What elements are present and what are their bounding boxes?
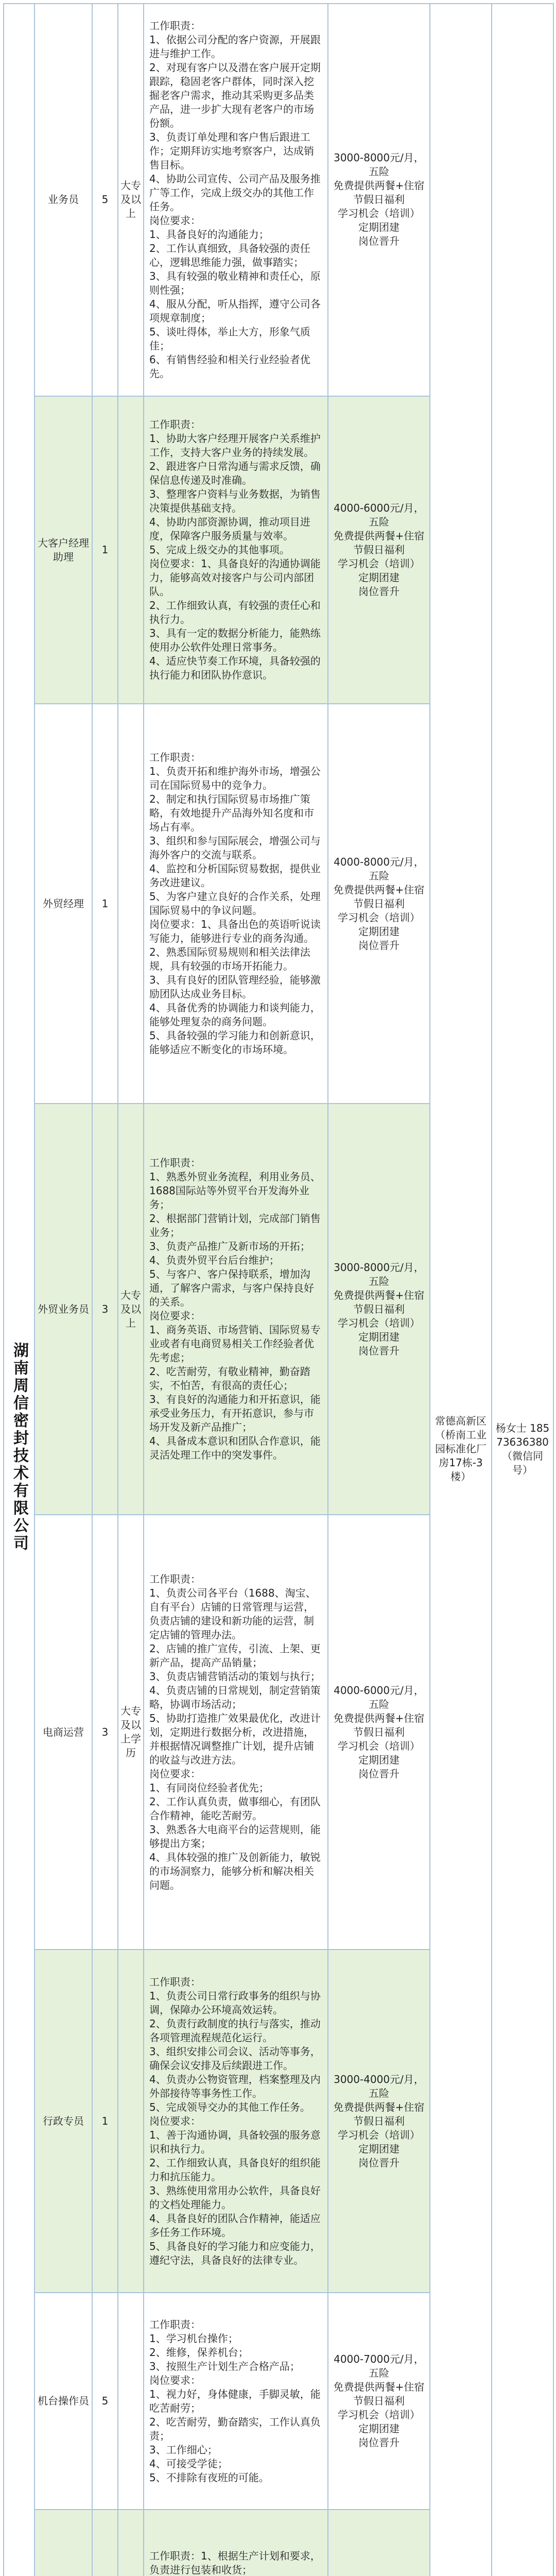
job-salary [328,396,430,704]
job-description-line: 1、有同岗位经验者优先； [149,1781,269,1794]
job-description [144,1104,328,1515]
job-education [118,396,144,704]
job-description-line: 2、工作细致认真，有较强的责任心和执行力。 [149,599,321,626]
job-description-line: 5、为客户建立良好的合作关系，处理国际贸易中的争议问题。 [149,890,321,917]
job-description-line: 岗位要求： [149,1767,201,1780]
job-description-line: 工作职责： [149,418,201,431]
job-description-line: 3、组织安排公司会议、活动等事务，确保会议安排及后续跟进工作。 [149,2045,321,2072]
job-description-line: 3、具有较强的敬业精神和责任心，原则性强； [149,269,321,296]
job-description-line: 3、组织和参与国际展会，增强公司与海外客户的交流与联系。 [149,835,321,861]
job-description-line: 1、负责开拓和维护海外市场，增强公司在国际贸易中的竞争力。 [149,765,321,792]
job-description-line: 工作职责：1、根据生产计划和要求，负责进行包装和收货； [149,2549,321,2576]
job-salary-line: 岗位晋升 [358,1344,399,1357]
job-description-line: 1、熟悉外贸业务流程，利用业务员、1688国际站等外贸平台开发海外业务； [149,1171,321,1211]
job-description-line: 4、负责办公物资管理，档案整理及内外部接待等事务性工作。 [149,2073,321,2099]
job-salary-line: 4000-6000元/月，五险 [334,502,424,529]
job-description [144,1515,328,1950]
job-description-line: 2、吃苦耐劳，有敬业精神，勤奋踏实，不怕苦，有很高的责任心； [149,1365,310,1392]
company-cell [4,4,34,2576]
job-salary-line: 免费提供两餐+住宿 [333,883,425,896]
job-description-line: 2、负责行政制度的执行与落实，推动各项管理流程规范化运行。 [149,2017,321,2044]
job-description-line: 4、具备优秀的协调能力和谈判能力，能够处理复杂的商务问题。 [149,1002,321,1028]
job-title: 大客户经理助理 [34,396,92,704]
job-description-line: 2、根据部门营销计划，完成部门销售业务； [149,1212,321,1239]
job-description-line: 2、工作认真细致，具备较强的责任心，逻辑思维能力强，做事踏实； [149,242,310,268]
job-description-line: 4、具备成本意识和团队合作意识，能灵活处理工作中的突发事件。 [149,1435,321,1462]
job-description-line: 1、善于沟通协调，具备较强的服务意识和执行力。 [149,2128,321,2155]
job-education [118,2293,144,2510]
job-salary-line: 节假日福利 [353,1725,405,1738]
job-description-line: 4、服从分配，听从指挥，遵守公司各项规章制度； [149,297,321,324]
job-count [92,2510,118,2576]
job-description-line: 5、谈吐得体，举止大方，形象气质佳； [149,325,310,352]
job-salary-line: 岗位晋升 [358,1767,399,1780]
job-count: 3 [92,1104,118,1515]
job-salary-line: 3000-8000元/月，五险 [334,151,424,178]
job-description-line: 4、协助公司宣传、公司产品及服务推广等工作，完成上级交办的其他工作任务。 [149,172,321,213]
job-salary-line: 定期团建 [358,2422,399,2435]
job-description-line: 5、与客户、客户保持联系，增加沟通，了解客户需求，与客户保持良好的关系。 [149,1268,314,1309]
job-description-line: 工作职责： [149,1157,201,1170]
job-description-line: 3、具有一定的数据分析能力，能熟练使用办公软件处理日常事务。 [149,627,321,654]
job-description-line: 2、工作细致认真，具备良好的组织能力和抗压能力。 [149,2156,321,2183]
job-description-line: 岗位要求：1、具备出色的英语听说读写能力，能够进行专业的商务沟通。 [149,918,321,945]
job-salary-line: 4000-7000元/月，五险 [334,2353,424,2380]
job-description-line: 工作职责： [149,1975,201,1988]
job-description-line: 1、负责公司各平台（1688、淘宝、自有平台）店铺的日常管理与运营，负责店铺的建设和新功能的运营，制定店铺的管理办法。 [149,1586,316,1641]
job-education [118,1950,144,2293]
job-description-line: 3、负责产品推广及新市场的开拓； [149,1240,310,1253]
job-count: 1 [92,704,118,1104]
job-description-line: 5、完成领导交办的其他工作任务。 [149,2100,310,2113]
job-salary [328,1515,430,1950]
job-description-line: 1、负责公司日常行政事务的组织与协调，保障办公环境高效运转。 [149,1989,321,2016]
job-salary-line: 岗位晋升 [358,939,399,952]
job-description-line: 3、有良好的沟通能力和开拓意识，能承受业务压力，有开拓意识，参与市场开发及新产品推广； [149,1393,321,1434]
job-count: 1 [92,1950,118,2293]
company-address: 常德高新区（桥南工业园标准化厂房17栋-3楼） [430,4,492,2576]
job-salary-line: 学习机会（培训） [338,207,420,220]
job-description [144,1950,328,2293]
job-description-line: 4、负责外贸平台后台维护； [149,1254,280,1267]
job-description-line: 4、具体较强的推广及创新能力，敏锐的市场洞察力，能够分析和解决相关问题。 [149,1851,321,1891]
job-education: 大专及以上学历 [118,1515,144,1950]
job-salary-line: 节假日福利 [353,2395,405,2408]
job-salary-line: 节假日福利 [353,2114,405,2127]
job-description-line: 工作职责： [149,1572,201,1585]
job-salary-line: 免费提供两餐+住宿 [333,1289,425,1301]
job-salary-line: 学习机会（培训） [338,557,420,570]
job-title: 电商运营 [34,1515,92,1950]
job-description-line: 1、学习机台操作； [149,2332,238,2345]
job-table [3,3,554,2576]
job-salary-line: 定期团建 [358,925,399,938]
job-description-line: 1、商务英语、市场营销、国际贸易专业或者有电商贸易相关工作经验者优先考虑； [149,1324,321,1364]
job-description-line: 5、不排除有夜班的可能。 [149,2471,269,2484]
job-salary [328,4,430,396]
job-description [144,4,328,396]
job-description-line: 5、完成上级交办的其他事项。 [149,544,290,556]
job-description-line: 4、协助内部资源协调，推动项目进度，保障客户服务质量与效率。 [149,516,310,543]
job-salary-line: 岗位晋升 [358,2156,399,2169]
job-title: 外贸业务员 [34,1104,92,1515]
job-description [144,2293,328,2510]
job-description-line: 1、具备良好的沟通能力； [149,228,269,241]
job-description-line: 2、对现有客户以及潜在客户展开定期跟踪，稳固老客户群体，同时深入挖掘老客户需求，推动其采购更多品类产品，进一步扩大现有老客户的市场份额。 [149,61,321,129]
job-salary-line: 免费提供两餐+住宿 [333,1711,425,1724]
job-salary-line: 定期团建 [358,2142,399,2155]
job-salary-line: 4000-8000元/月，五险 [334,855,424,882]
job-education [118,2510,144,2576]
job-salary-line: 4000-6000元/月，五险 [334,1684,424,1710]
job-education [118,704,144,1104]
job-count: 5 [92,2293,118,2510]
job-salary-line: 免费提供两餐+住宿 [333,2100,425,2113]
job-description-line: 4、负责店铺的日常规划，制定营销策略，协调市场活动； [149,1684,321,1710]
job-education: 大专及以上 [118,4,144,396]
job-description-line: 2、维修，保养机台； [149,2346,249,2359]
job-salary-line: 岗位晋升 [358,2436,399,2449]
job-salary-line: 定期团建 [358,1753,399,1766]
job-salary-line: 岗位晋升 [358,235,399,248]
job-salary [328,2510,430,2576]
job-salary [328,1950,430,2293]
job-title: 外贸经理 [34,704,92,1104]
job-description-line: 1、视力好，身体健康，手脚灵敏，能吃苦耐劳； [149,2387,321,2414]
job-description-line: 4、监控和分析国际贸易数据，提供业务改进建议。 [149,862,321,889]
job-description-line: 6、有销售经验和相关行业经验者优先。 [149,353,310,380]
job-description-line: 2、工作认真负责，做事细心，有团队合作精神，能吃苦耐劳。 [149,1795,321,1822]
job-description-line: 岗位要求： [149,1310,201,1323]
job-description [144,396,328,704]
job-salary-line: 定期团建 [358,221,399,234]
job-salary [328,704,430,1104]
job-description-line: 1、依据公司分配的客户资源，开展跟进与维护工作。 [149,33,321,60]
job-count: 3 [92,1515,118,1950]
job-description-line: 2、跟进客户日常沟通与需求反馈，确保信息传递及时准确。 [149,460,321,487]
job-salary-line: 3000-4000元/月，五险 [334,2073,424,2099]
job-description-line: 5、具备较强的学习能力和创新意识，能够适应不断变化的市场环境。 [149,1029,321,1056]
job-description-line: 3、熟练使用常用办公软件，具备良好的文档处理能力。 [149,2184,321,2211]
job-description-line: 3、整理客户资料与业务数据，为销售决策提供基础支持。 [149,488,321,515]
job-salary-line: 节假日福利 [353,193,405,206]
job-salary-line: 学习机会（培训） [338,2128,420,2141]
job-salary-line: 学习机会（培训） [338,2409,420,2421]
job-salary-line: 定期团建 [358,571,399,584]
job-description-line: 工作职责： [149,2318,201,2331]
job-description-line: 工作职责： [149,751,201,764]
job-salary [328,2293,430,2510]
job-description-line: 岗位要求： [149,2374,201,2386]
job-title: 业务员 [34,4,92,396]
job-description-line: 3、负责订单处理和客户售后跟进工作；定期拜访实地考察客户，达成销售目标。 [149,130,314,171]
job-description-line: 3、负责店铺营销活动的策划与执行； [149,1670,321,1683]
job-salary-line: 节假日福利 [353,897,405,910]
job-description [144,704,328,1104]
job-description-line: 岗位要求： [149,214,201,227]
job-salary-line: 岗位晋升 [358,585,399,598]
job-description-line: 岗位要求： [149,2114,201,2127]
job-salary-line: 3000-8000元/月，五险 [334,1261,424,1287]
job-row-0 [4,4,553,396]
job-salary-line: 免费提供两餐+住宿 [333,530,425,543]
job-salary-line: 定期团建 [358,1330,399,1343]
job-salary-line: 学习机会（培训） [338,1316,420,1329]
job-salary-line: 学习机会（培训） [338,1739,420,1752]
job-title: 机台操作员 [34,2293,92,2510]
job-education: 大专及以上 [118,1104,144,1515]
job-count: 1 [92,396,118,704]
job-title: 行政专员 [34,1950,92,2293]
job-count: 5 [92,4,118,396]
company-name: 湖南周信密封技术有限公司 [10,1342,28,1552]
job-salary-line: 节假日福利 [353,544,405,556]
job-description-line: 2、吃苦耐劳，勤奋踏实，工作认真负责； [149,2415,321,2442]
job-description-line: 岗位要求：1、具备良好的沟通协调能力，能够高效对接客户与公司内部团队。 [149,557,321,598]
job-description-line: 5、具备良好的学习能力和应变能力，遵纪守法，具备良好的法律专业。 [149,2240,321,2266]
job-description-line: 5、协助打造推广效果最优化，改进计划，定期进行数据分析，改进措施，并根据情况调整推广计划，提升店铺的收益与改进方法。 [149,1711,321,1766]
job-description-line: 3、具有良好的团队管理经验，能够激励团队达成业务目标。 [149,974,321,1001]
job-description-line: 3、工作细心； [149,2443,218,2456]
job-description-line: 2、制定和执行国际贸易市场推广策略，有效地提升产品海外知名度和市场占有率。 [149,793,314,834]
job-salary-line: 学习机会（培训） [338,911,420,924]
job-description-line: 2、熟悉国际贸易规则和相关法律法规，具有较强的市场开拓能力。 [149,946,310,973]
job-description-line: 3、按照生产计划生产合格产品； [149,2360,300,2372]
job-salary-line: 免费提供两餐+住宿 [333,179,425,192]
job-description-line: 3、熟悉各大电商平台的运营规则，能够提出方案； [149,1823,321,1850]
job-description-line: 4、适应快节奏工作环境，具备较强的执行能力和团队协作意识。 [149,655,321,682]
job-description-line: 2、店铺的推广宣传，引流、上架、更新产品，提高产品销量； [149,1642,321,1669]
job-salary-line: 节假日福利 [353,1302,405,1315]
job-salary-line: 免费提供两餐+住宿 [333,2381,425,2394]
job-description-line: 工作职责： [149,19,201,32]
company-contact: 杨女士 18573636380（微信同号） [492,4,553,2576]
job-description-line: 4、具备良好的团队合作精神，能适应多任务工作环境。 [149,2212,321,2239]
job-title [34,2510,92,2576]
job-description [144,2510,328,2576]
job-description-line: 4、可接受学徒； [149,2457,228,2470]
job-salary [328,1104,430,1515]
job-description-line: 1、协助大客户经理开展客户关系维护工作，支持大客户业务的持续发展。 [149,432,321,459]
